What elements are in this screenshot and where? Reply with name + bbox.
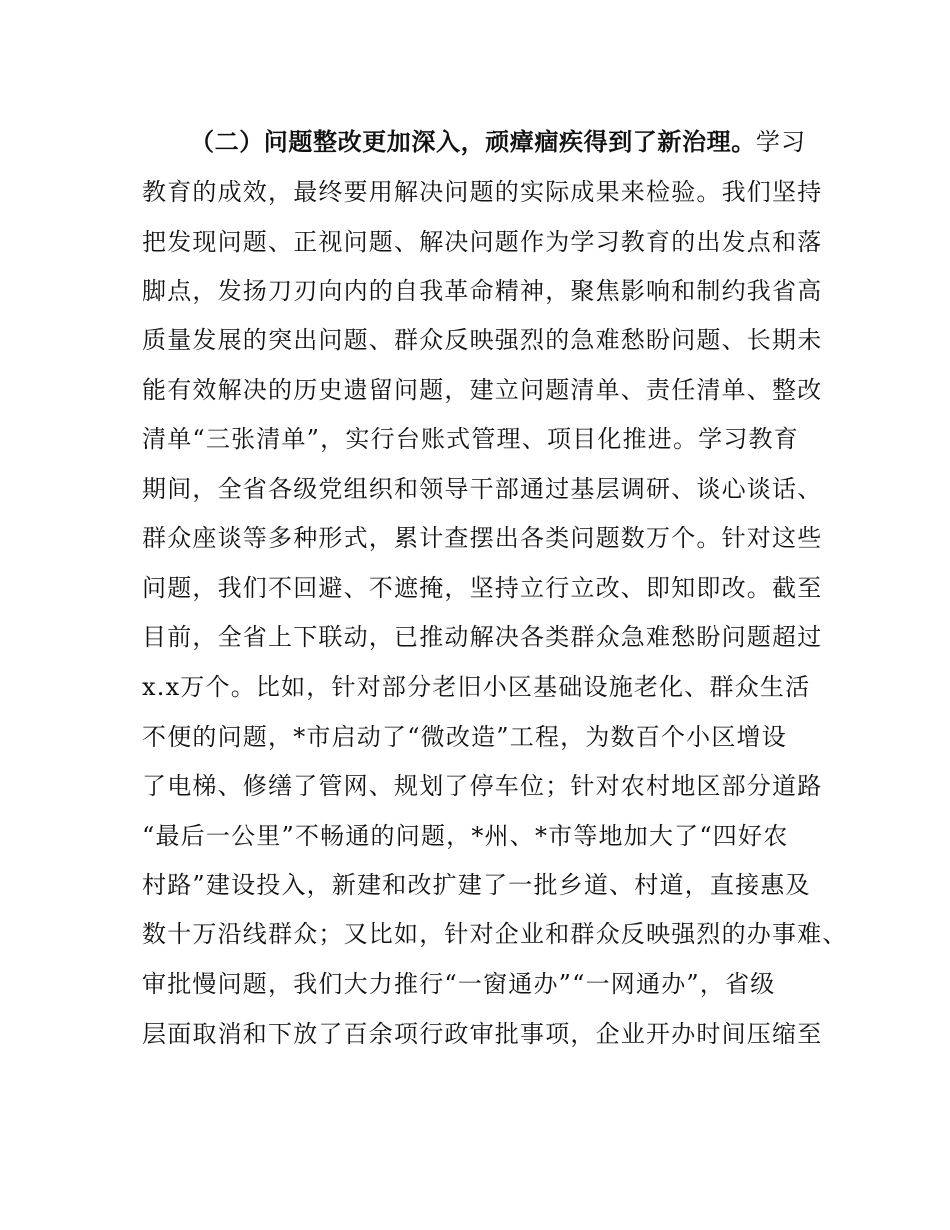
paragraph-line: 村路”建设投入，新建和改扩建了一批乡道、村道，直接惠及 bbox=[142, 871, 811, 899]
paragraph-line: 期间，全省各级党组织和领导干部通过基层调研、谈心谈话、 bbox=[142, 475, 823, 503]
paragraph-line: 教育的成效，最终要用解决问题的实际成果来检验。我们坚持 bbox=[142, 178, 823, 206]
paragraph-line: 了电梯、修缮了管网、规划了停车位；针对农村地区部分道路 bbox=[142, 772, 823, 800]
paragraph-text: 学习 bbox=[755, 128, 807, 156]
paragraph-line: 脚点，发扬刀刃向内的自我革命精神，聚焦影响和制约我省高 bbox=[142, 277, 823, 305]
paragraph-line: 清单“三张清单”，实行台账式管理、项目化推进。学习教育 bbox=[142, 425, 799, 453]
paragraph-line: 把发现问题、正视问题、解决问题作为学习教育的出发点和落 bbox=[142, 228, 823, 256]
paragraph-line: 层面取消和下放了百余项行政审批事项，企业开办时间压缩至 bbox=[142, 1020, 823, 1048]
paragraph-line: 审批慢问题，我们大力推行“一窗通办”“一网通办”，省级 bbox=[142, 970, 776, 998]
section-heading: （二）问题整改更加深入，顽瘴痼疾得到了新治理。 bbox=[190, 128, 756, 156]
paragraph-line: 群众座谈等多种形式，累计查摆出各类问题数万个。针对这些 bbox=[142, 524, 823, 552]
paragraph-line: 质量发展的突出问题、群众反映强烈的急难愁盼问题、长期未 bbox=[142, 326, 823, 354]
paragraph-line bbox=[190, 122, 870, 162]
paragraph-line: 数十万沿线群众；又比如，针对企业和群众反映强烈的办事难、 bbox=[142, 920, 848, 948]
paragraph-line: 目前，全省上下联动，已推动解决各类群众急难愁盼问题超过 bbox=[142, 623, 823, 651]
paragraph-line: 能有效解决的历史遗留问题，建立问题清单、责任清单、整改 bbox=[142, 376, 823, 404]
paragraph-line: x.x万个。比如，针对部分老旧小区基础设施老化、群众生活 bbox=[142, 673, 811, 701]
paragraph-line: “最后一公里”不畅通的问题，*州、*市等地加大了“四好农 bbox=[142, 822, 789, 850]
paragraph-line: 问题，我们不回避、不遮掩，坚持立行立改、即知即改。截至 bbox=[142, 574, 823, 602]
paragraph-line: 不便的问题，*市启动了“微改造”工程，为数百个小区增设 bbox=[142, 723, 787, 751]
